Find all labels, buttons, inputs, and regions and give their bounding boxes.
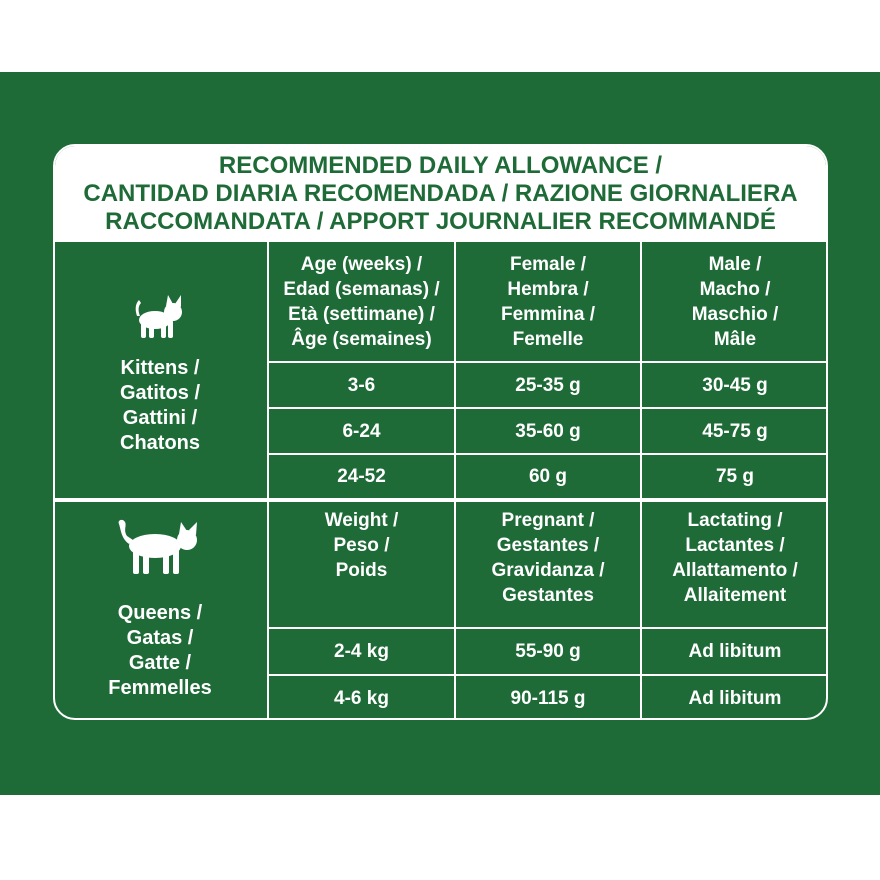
header-male: Male / Macho / Maschio / Mâle [691,253,779,350]
table-cell: 2-4 kg [334,641,389,662]
table-cell: 75 g [715,466,755,487]
table-cell: 35-60 g [515,420,581,442]
header-lactating: Lactating / Lactantes / Allattamento / Allaitement [672,510,798,606]
title-line-1: RECOMMENDED DAILY ALLOWANCE / [218,152,663,179]
table-cell: 3-6 [347,374,376,396]
table-cell: 60 g [528,466,568,487]
table-cell: Ad libitum [688,687,782,709]
queens-label: Queens / Gatas / Gatte / Femmelles [108,602,212,699]
cat-icon [115,518,207,576]
title-line-3: RACCOMANDATA / APPORT JOURNALIER RECOMMANDÉ [105,208,776,235]
table-cell: 24-52 [337,466,386,487]
table-cell: 30-45 g [702,374,768,396]
table-cell: 45-75 g [702,420,768,442]
table-cell: 90-115 g [510,687,586,709]
table-cell: Ad libitum [688,641,782,662]
header-female: Female / Hembra / Femmina / Femelle [501,253,595,350]
header-weight: Weight / Peso / Poids [324,510,399,581]
table-cell: 55-90 g [515,641,581,662]
kitten-icon [129,294,191,340]
header-pregnant: Pregnant / Gestantes / Gravidanza / Gestantes [491,510,605,606]
table-cell: 6-24 [342,420,381,442]
table-cell: 25-35 g [515,374,581,396]
allowance-table-card [53,144,828,720]
header-age: Age (weeks) / Edad (semanas) / Età (settimane) / Âge (semaines) [283,253,440,350]
table-title [55,146,826,242]
table-cell: 4-6 kg [334,687,389,709]
title-line-2: CANTIDAD DIARIA RECOMENDADA / RAZIONE GIORNALIERA [83,180,798,207]
kittens-label: Kittens / Gatitos / Gattini / Chatons [119,357,200,454]
